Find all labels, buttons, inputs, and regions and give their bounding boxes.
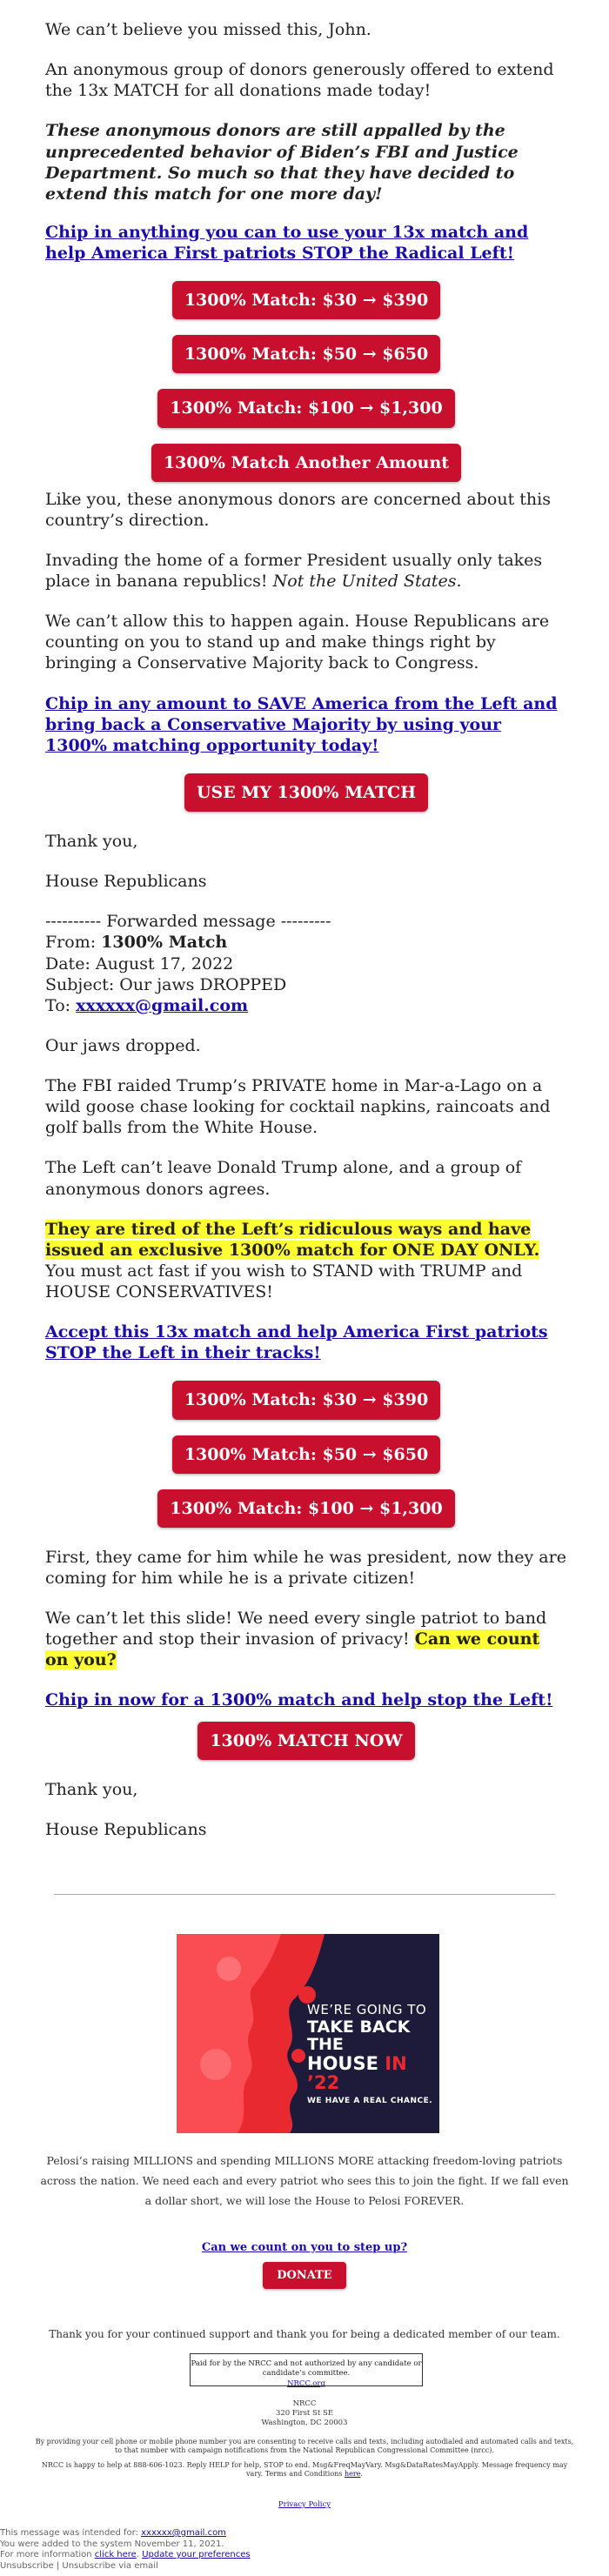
more-info-link[interactable]: click here xyxy=(94,2550,137,2559)
intended-email-link[interactable]: xxxxxx@gmail.com xyxy=(141,2528,226,2538)
unsubscribe-links[interactable]: Unsubscribe | Unsubscribe via email xyxy=(0,2560,158,2571)
privacy-policy-link[interactable]: Privacy Policy xyxy=(278,2500,331,2509)
sign-off-name-2: House Republicans xyxy=(45,1819,207,1839)
banner-line-4: WE HAVE A REAL CHANCE. xyxy=(307,2096,433,2105)
paragraph-concerned: Like you, these anonymous donors are concerned about this country’s direction. xyxy=(45,489,551,530)
match-now-button[interactable]: 1300% MATCH NOW xyxy=(197,1722,414,1760)
paragraph-intro: An anonymous group of donors generously offered to extend the 13x MATCH for all donations made today! xyxy=(45,60,554,101)
banner-line-1: WE’RE GOING TO xyxy=(307,2002,427,2017)
nrcc-org-link[interactable]: NRCC.org xyxy=(287,2379,325,2388)
greeting: We can’t believe you missed this, John. xyxy=(45,20,371,39)
terms-link[interactable]: here xyxy=(344,2470,361,2479)
meta-footer: This message was intended for: xxxxxx@gmail.com You were added to the system November 11, 2021. For more information click here. Update your preferences Unsubscribe | Unsubscribe via email xyxy=(0,2528,609,2572)
paragraph-fbi: The FBI raided Trump’s PRIVATE home in Mar-a-Lago on a wild goose chase looking for cocktail napkins, raincoats and golf balls from the White House. xyxy=(45,1076,551,1138)
forward-to-email-link[interactable]: xxxxxx@gmail.com xyxy=(76,995,249,1015)
donate-button[interactable]: DONATE xyxy=(263,2262,345,2289)
use-my-match-button[interactable]: USE MY 1300% MATCH xyxy=(184,773,428,812)
email-body xyxy=(45,19,567,1840)
paragraph-left: The Left can’t leave Donald Trump alone, and a group of anonymous donors agrees. xyxy=(45,1158,522,1199)
forwarded-header: ---------- Forwarded message --------- From: 1300% Match Date: August 17, 2022 Subject: Our jaws DROPPED To: xxxxxx@gmail.com xyxy=(45,912,331,1015)
paragraph-cant-let-slide: We can’t let this slide! We need every single patriot to band together and stop their invasion of privacy! Can we count on you? xyxy=(45,1609,547,1670)
link-accept-match[interactable]: Accept this 13x match and help America First patriots STOP the Left in their tracks! xyxy=(45,1322,548,1363)
paragraph-jaws: Our jaws dropped. xyxy=(45,1035,201,1055)
link-chip-in-1[interactable]: Chip in anything you can to use your 13x match and help America First patriots STOP the Radical Left! xyxy=(45,222,529,263)
take-back-house-banner[interactable] xyxy=(177,1934,439,2133)
sign-off-name: House Republicans xyxy=(45,872,207,892)
match-30-button[interactable]: 1300% Match: $30 → $390 xyxy=(172,281,440,319)
footer-divider xyxy=(54,1894,555,1895)
footer-address: NRCC 320 First St SE Washington, DC 20003 xyxy=(261,2399,348,2428)
paragraph-cant-allow: We can’t allow this to happen again. House Republicans are counting on you to stand up and make things right by bringing a Conservative Majority back to Congress. xyxy=(45,612,550,673)
footer-pitch: Pelosi’s raising MILLIONS and spending MILLIONS MORE attacking freedom-loving patriots across the nation. We need each and every patriot who sees this to join the fight. If we fall even a dollar short, we will lose the House to Pelosi FOREVER. xyxy=(40,2154,569,2208)
update-preferences-link[interactable]: Update your preferences xyxy=(142,2550,251,2559)
match-50-button[interactable]: 1300% Match: $50 → $650 xyxy=(172,335,440,373)
sign-off-thanks-2: Thank you, xyxy=(45,1779,138,1799)
paragraph-first-they-came: First, they came for him while he was president, now they are coming for him while he is a private citizen! xyxy=(45,1547,566,1588)
footer-legal: By providing your cell phone or mobile phone number you are consenting to receive calls and texts, including autodialed and automated calls and texts, to that number with campaign notifications from the National Republican Congressional Committee (nrcc). NRCC is happy to help at 888-606-1023. Reply HELP for help, STOP to end. Msg&FreqMayVary. Msg&DataRatesMayApply. Message frequency may vary. Terms and Conditions here. xyxy=(35,2438,574,2479)
match-30-button-2[interactable]: 1300% Match: $30 → $390 xyxy=(172,1381,440,1419)
sign-off-thanks: Thank you, xyxy=(45,832,138,851)
footer-ask-link[interactable]: Can we count on you to step up? xyxy=(201,2241,408,2254)
paragraph-donors: These anonymous donors are still appalled by the unprecedented behavior of Biden’s FBI and Justice Department. So much so that they have decided to extend this match for one more day! xyxy=(45,121,519,204)
match-100-button-2[interactable]: 1300% Match: $100 → $1,300 xyxy=(157,1489,454,1528)
banner-line-3: HOUSE IN ’22 xyxy=(307,2052,407,2093)
paid-for-box: Paid for by the NRCC and not authorized by any candidate or candidate’s committee. NRCC.org xyxy=(190,2353,423,2386)
link-chip-in-now[interactable]: Chip in now for a 1300% match and help stop the Left! xyxy=(45,1690,553,1710)
paragraph-invading: Invading the home of a former President usually only takes place in banana republics! Not the United States. xyxy=(45,550,543,591)
match-another-amount-button[interactable]: 1300% Match Another Amount xyxy=(151,444,461,482)
match-50-button-2[interactable]: 1300% Match: $50 → $650 xyxy=(172,1435,440,1474)
footer-thanks: Thank you for your continued support and thank you for being a dedicated member of our team. xyxy=(49,2328,560,2340)
match-100-button[interactable]: 1300% Match: $100 → $1,300 xyxy=(157,389,454,427)
banner-line-2: TAKE BACK THE xyxy=(307,2017,411,2054)
paragraph-exclusive-match: They are tired of the Left’s ridiculous ways and have issued an exclusive 1300% match for ONE DAY ONLY. You must act fast if you wish to STAND with TRUMP and HOUSE CONSERVATIVES! xyxy=(45,1219,540,1301)
link-chip-in-2[interactable]: Chip in any amount to SAVE America from the Left and bring back a Conservative Majority by using your 1300% matching opportunity today! xyxy=(45,693,558,755)
